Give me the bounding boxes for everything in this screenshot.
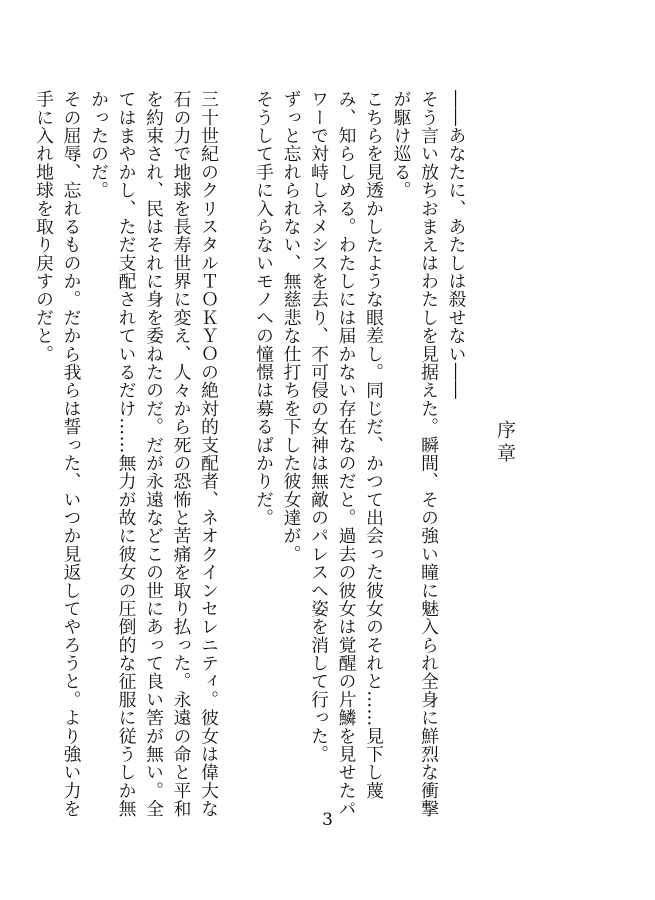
blank-line (223, 90, 251, 820)
paragraph: その屈辱、忘れるものか。だから我らは誓った、いつか見返してやろうと。より強い力を手に入れ地球を取り戻すのだと。 (33, 90, 82, 818)
paragraph: そう言い放ちおまえはわたしを見据えた。瞬間、その強い瞳に魅入られ全身に鮮烈な衝撃が駆け巡る。 (391, 90, 440, 818)
chapter-title: 序章 (494, 420, 516, 466)
paragraph: ずっと忘れられない、無慈悲な仕打ちを下した彼女達が。 (281, 90, 302, 563)
page-number: 3 (322, 810, 333, 830)
paragraph: そうして手に入らないモノへの憧憬は募るばかりだ。 (253, 90, 275, 527)
novel-body-text (30, 90, 470, 820)
paragraph: こちらを見透かしたような眼差し。同じだ、かつて出会った彼女のそれと……見下し蔑み、知らしめる。わたしには届かない存在なのだと。過去の彼女は覚醒の片鱗を見せたパワーで対峙しネメシスを去り、不可侵の女神は無敵のパレスへ姿を消して行った。 (308, 90, 385, 818)
paragraph-opening-line: ――あなたに、あたしは殺せない―― (446, 90, 467, 400)
paragraph: 三十世紀のクリスタルＴＯＫＹＯの絶対的支配者、ネオクインセレニティ。彼女は偉大な石の力で地球を長寿世界に変え、人々から死の恐怖と苦痛を取り払った。永遠の命と平和を約束され、民はそれに身を委ねたのだ。だが永遠などこの世にあって良い筈が無い。全てはまやかし、ただ支配されているだけ……無力が故に彼女の圧倒的な征服に従うしか無かったのだ。 (88, 90, 220, 818)
